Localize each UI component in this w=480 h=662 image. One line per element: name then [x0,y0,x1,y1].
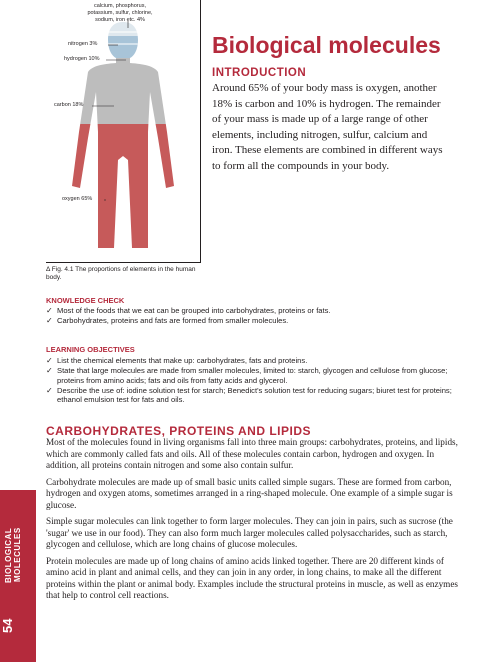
list-item: ✓ List the chemical elements that make up: carbohydrates, fats and proteins. [46,356,308,365]
section-body [46,437,466,607]
check-icon: ✓ [46,316,53,325]
list-item: ✓ Describe the use of: iodine solution test for starch; Benedict's solution test for reducing sugars; biuret test for proteins; ethanol emulsion test for fats and oils. [46,385,452,404]
check-icon: ✓ [46,366,53,375]
paragraph: Most of the molecules found in living organisms fall into three main groups: carbohydrates, proteins, and lipids, which are commonly called fats and oils. All of these molecules contain carbon, hydrogen and oxygen. In addition, all proteins contain nitrogen and some also contain sulfur. [46,437,458,470]
check-icon: ✓ [46,356,53,365]
chapter-label: BIOLOGICAL MOLECULES [4,527,22,583]
paragraph: Protein molecules are made up of long chains of amino acids linked together. There are 20 different kinds of amino acid in plant and animal cells, and they can join in any order, in long chains, to make all the different proteins within the plant or animal body. Examples include the structural proteins in muscle, as well as enzymes that help to control cell reactions. [46,555,458,600]
page-sidebar [0,0,36,662]
list-item: ✓ State that large molecules are made from smaller molecules, limited to: starch, glycogen and cellulose from glucose; proteins from amino acids; fats and oils from fatty acids and glycerol. [46,366,448,385]
page-title: Biological molecules [212,32,441,58]
oxygen-label: oxygen 65% [62,196,93,202]
other-elements-label: calcium, phosphorus, potassium, sulfur, chlorine, sodium, iron etc. 4% [87,3,153,23]
page-number: 54 [0,618,15,634]
carbon-region [46,58,200,124]
paragraph: Carbohydrate molecules are made up of small basic units called simple sugars. These are formed from carbon, hydrogen and oxygen atoms, sometimes arranged in a ring-shaped molecule. One example of a simple sugar is glucose. [46,476,453,510]
knowledge-check-list [46,306,466,326]
learning-objectives-heading: LEARNING OBJECTIVES [46,345,135,354]
figure-caption: Δ Fig. 4.1 The proportions of elements in the human body. [46,266,196,281]
oxygen-region [46,124,200,262]
nitrogen-label: nitrogen 3% [68,41,98,47]
section-heading: CARBOHYDRATES, PROTEINS AND LIPIDS [46,424,312,438]
hydrogen-label: hydrogen 10% [64,56,100,62]
list-item: ✓ Most of the foods that we eat can be grouped into carbohydrates, proteins or fats. [46,306,331,315]
knowledge-check-heading: KNOWLEDGE CHECK [46,296,125,305]
introduction-heading: INTRODUCTION [212,67,307,79]
check-icon: ✓ [46,306,53,315]
check-icon: ✓ [46,385,53,395]
list-item: ✓ Carbohydrates, proteins and fats are formed from smaller molecules. [46,316,289,325]
carbon-label: carbon 18% [54,102,84,108]
paragraph: Simple sugar molecules can link together to form larger molecules. They can join in pairs, such as sucrose (the 'sugar' we use in our food). They can also form much larger molecules called polysaccharides, such as starch, glycogen and cellulose, which are long chains of glucose molecules. [46,516,453,549]
learning-objectives-list [46,356,466,405]
human-body-diagram [46,0,200,262]
body-composition-figure [46,0,201,263]
introduction-text: Around 65% of your body mass is oxygen, another 18% is carbon and 10% is hydrogen. The remainder of your mass is made up of a large range of other elements, including nitrogen, sulfur, calcium and iron. These elements are combined in different ways to form all the compounds in your body. [212,82,443,172]
